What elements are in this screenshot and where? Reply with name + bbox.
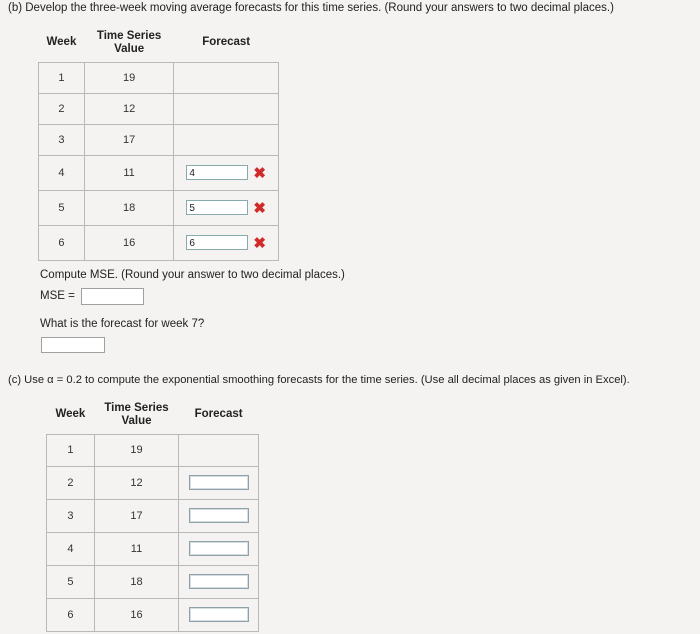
forecast-input-week-6[interactable]: 6 bbox=[186, 235, 248, 250]
incorrect-x-icon: ✖ bbox=[253, 234, 266, 252]
forecast-input-week-5[interactable]: 5 bbox=[186, 200, 248, 215]
mse-label: MSE = bbox=[40, 290, 75, 302]
part-b-table bbox=[38, 24, 279, 261]
exp-forecast-input-week-6[interactable] bbox=[189, 607, 249, 622]
mse-input[interactable] bbox=[81, 288, 144, 305]
table-header-row bbox=[39, 24, 279, 62]
incorrect-x-icon: ✖ bbox=[253, 199, 266, 217]
forecast-header: Forecast bbox=[179, 396, 259, 434]
table-row: 3 17 bbox=[47, 499, 259, 532]
exp-forecast-input-week-3[interactable] bbox=[189, 508, 249, 523]
exp-forecast-input-week-4[interactable] bbox=[189, 541, 249, 556]
table-row: 5 18 5 ✖ bbox=[39, 190, 279, 225]
table-row: 3 17 bbox=[39, 124, 279, 155]
table-row: 1 19 bbox=[47, 434, 259, 466]
table-row: 4 11 4 ✖ bbox=[39, 155, 279, 190]
table-row: 5 18 bbox=[47, 565, 259, 598]
week-header: Week bbox=[47, 396, 95, 434]
forecast-header: Forecast bbox=[174, 24, 279, 62]
table-row: 6 16 bbox=[47, 598, 259, 631]
part-c-instruction: (c) Use α = 0.2 to compute the exponential smoothing forecasts for the time series. (Use all decimal places as given in Excel). bbox=[8, 374, 630, 386]
table-row: 4 11 bbox=[47, 532, 259, 565]
part-c-table bbox=[46, 396, 259, 632]
week-header: Week bbox=[39, 24, 85, 62]
table-row: 2 12 bbox=[39, 93, 279, 124]
mse-prompt: Compute MSE. (Round your answer to two decimal places.) bbox=[40, 269, 345, 281]
incorrect-x-icon: ✖ bbox=[253, 164, 266, 182]
week7-prompt: What is the forecast for week 7? bbox=[40, 318, 205, 330]
value-header: Time Series Value bbox=[94, 396, 178, 434]
week7-forecast-input[interactable] bbox=[41, 337, 105, 353]
table-header-row bbox=[47, 396, 259, 434]
exp-forecast-input-week-2[interactable] bbox=[189, 475, 249, 490]
value-header: Time Series Value bbox=[84, 24, 174, 62]
table-row: 6 16 6 ✖ bbox=[39, 225, 279, 260]
part-b-instruction: (b) Develop the three-week moving average forecasts for this time series. (Round your answers to two decimal places.) bbox=[8, 2, 614, 14]
table-row: 2 12 bbox=[47, 466, 259, 499]
forecast-input-week-4[interactable]: 4 bbox=[186, 165, 248, 180]
exp-forecast-input-week-5[interactable] bbox=[189, 574, 249, 589]
table-row: 1 19 bbox=[39, 62, 279, 93]
